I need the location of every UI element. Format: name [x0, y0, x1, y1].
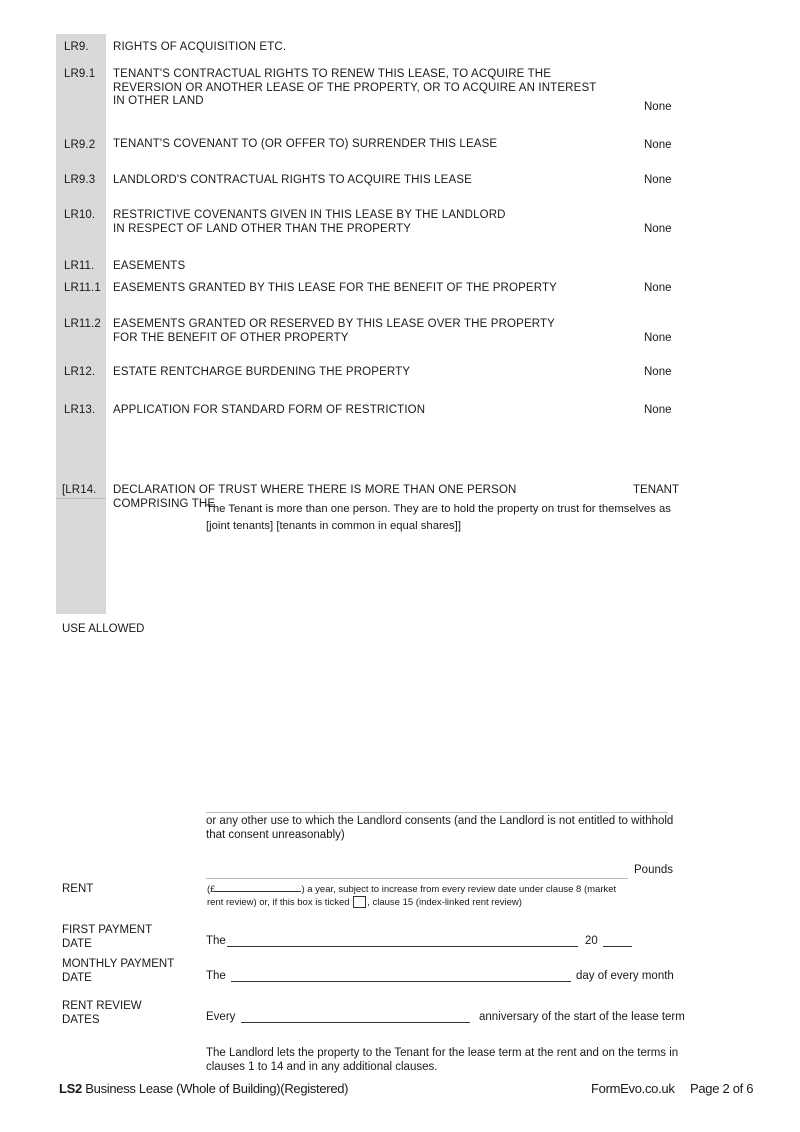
first-payment-label: FIRST PAYMENT DATE — [62, 924, 153, 950]
lr11-2-value: None — [644, 332, 672, 344]
lr9-3-value: None — [644, 174, 672, 186]
lr9-1-code: LR9.1 — [64, 68, 96, 80]
closing-text: The Landlord lets the property to the Tenant for the lease term at the rent and on the terms in clauses 1 to 14 and in any additional clauses. — [206, 1047, 679, 1073]
lr11-code: LR11. — [64, 260, 95, 272]
rent-review-every: Every — [206, 1011, 236, 1023]
lr13-code: LR13. — [64, 404, 96, 416]
rent-review-suffix: anniversary of the start of the lease term — [479, 1011, 685, 1023]
lr11-2-text: EASEMENTS GRANTED OR RESERVED BY THIS LEASE OVER THE PROPERTY FOR THE BENEFIT OF OTHER PROPERTY — [113, 318, 556, 344]
rent-pounds: Pounds — [634, 864, 674, 876]
footer-site: FormEvo.co.uk — [591, 1081, 675, 1096]
lr11-2-code: LR11.2 — [64, 318, 101, 330]
lr11-1-value: None — [644, 282, 672, 294]
lr9-3-text: LANDLORD'S CONTRACTUAL RIGHTS TO ACQUIRE THIS LEASE — [113, 174, 472, 186]
first-payment-the: The — [206, 935, 226, 947]
monthly-payment-label: MONTHLY PAYMENT DATE — [62, 958, 175, 984]
rent-line-b — [207, 896, 522, 908]
lr14-trust-text: The Tenant is more than one person. They are to hold the property on trust for themselves as [joint tenants] [tenants in common in equal shares]] — [206, 503, 671, 532]
lr11-heading: EASEMENTS — [113, 260, 186, 272]
lr10-code: LR10. — [64, 209, 96, 221]
lr9-1-text: TENANT'S CONTRACTUAL RIGHTS TO RENEW THIS LEASE, TO ACQUIRE THE REVERSION OR ANOTHER LEASE OF THE PROPERTY, OR TO ACQUIRE AN INTEREST IN OTHER LAND — [113, 68, 597, 107]
footer-page-number: Page 2 of 6 — [690, 1081, 754, 1096]
rent-label: RENT — [62, 883, 94, 895]
first-payment-year: 20 — [585, 935, 598, 947]
rent-review-field[interactable] — [241, 1022, 470, 1023]
lr11-1-text: EASEMENTS GRANTED BY THIS LEASE FOR THE BENEFIT OF THE PROPERTY — [113, 282, 557, 294]
lr9-code: LR9. — [64, 41, 89, 53]
lr14-text: DECLARATION OF TRUST WHERE THERE IS MORE THAN ONE PERSON COMPRISING THE — [113, 484, 517, 510]
lr9-2-code: LR9.2 — [64, 139, 96, 151]
lr9-2-value: None — [644, 139, 672, 151]
use-allowed-line[interactable] — [206, 812, 668, 813]
rent-words-line[interactable] — [206, 878, 628, 879]
rent-line-b-prefix: rent review) or, if this box is ticked — [207, 897, 350, 908]
rent-line-a-suffix: ) a year, subject to increase from every review date under clause 8 (market — [301, 884, 617, 895]
lr12-code: LR12. — [64, 366, 96, 378]
lr13-value: None — [644, 404, 672, 416]
lr11-1-code: LR11.1 — [64, 282, 101, 294]
footer-form-code: LS2 — [59, 1081, 82, 1096]
lr12-value: None — [644, 366, 672, 378]
lr10-value: None — [644, 223, 672, 235]
monthly-payment-suffix: day of every month — [576, 970, 674, 982]
lr14-text-end: TENANT — [633, 484, 679, 496]
rent-line-a — [207, 882, 616, 895]
first-payment-year-field[interactable] — [603, 946, 632, 947]
footer-form-title — [59, 1081, 348, 1096]
footer-form-name: Business Lease (Whole of Building)(Registered) — [85, 1081, 349, 1096]
lr14-code: [LR14. — [62, 484, 97, 496]
rent-line-a-prefix: (£ — [207, 884, 216, 895]
rent-line-b-suffix: , clause 15 (index-linked rent review) — [367, 897, 522, 908]
use-allowed-label: USE ALLOWED — [62, 623, 145, 635]
monthly-payment-the: The — [206, 970, 226, 982]
first-payment-date-field[interactable] — [227, 946, 578, 947]
lr9-3-code: LR9.3 — [64, 174, 96, 186]
use-allowed-consent: or any other use to which the Landlord consents (and the Landlord is not entitled to withhold that consent unreasonably) — [206, 815, 674, 841]
lr12-text: ESTATE RENTCHARGE BURDENING THE PROPERTY — [113, 366, 411, 378]
monthly-payment-day-field[interactable] — [231, 981, 571, 982]
lr10-text: RESTRICTIVE COVENANTS GIVEN IN THIS LEASE BY THE LANDLORD IN RESPECT OF LAND OTHER THAN THE PROPERTY — [113, 209, 506, 235]
lr14-divider — [56, 498, 106, 499]
index-linked-checkbox[interactable] — [353, 896, 366, 908]
lr9-2-text: TENANT'S COVENANT TO (OR OFFER TO) SURRENDER THIS LEASE — [113, 138, 498, 150]
lr9-1-value: None — [644, 101, 672, 113]
lr13-text: APPLICATION FOR STANDARD FORM OF RESTRICTION — [113, 404, 426, 416]
lr9-heading: RIGHTS OF ACQUISITION ETC. — [113, 41, 287, 53]
rent-review-label: RENT REVIEW DATES — [62, 1000, 142, 1026]
rent-amount-field[interactable] — [215, 882, 301, 892]
